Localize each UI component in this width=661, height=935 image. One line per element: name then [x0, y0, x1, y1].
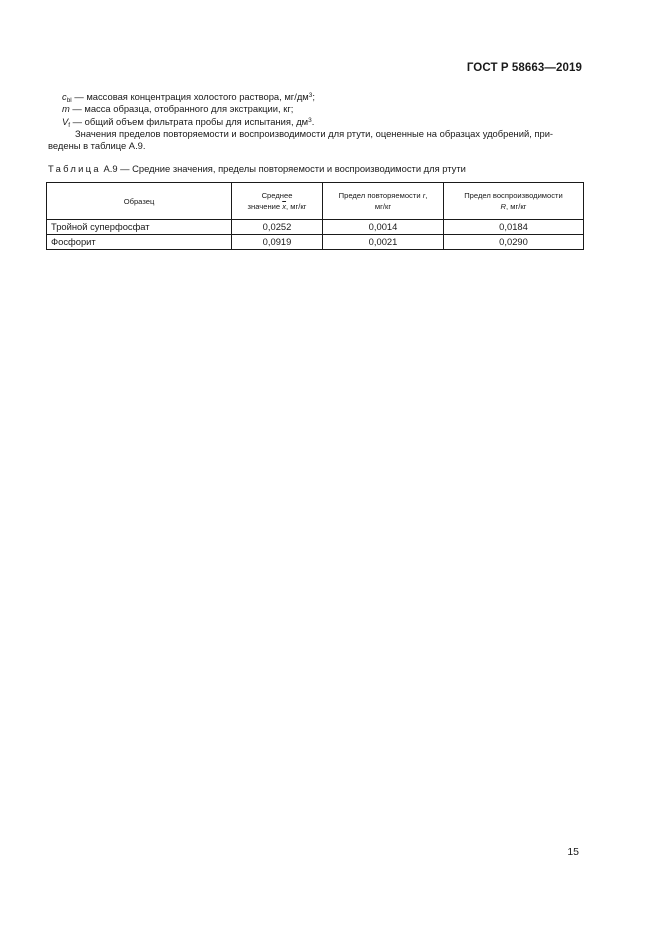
- cell-repeatability: 0,0014: [323, 220, 444, 235]
- document-code-header: ГОСТ Р 58663—2019: [466, 62, 582, 74]
- header-reprod-unit: , мг/кг: [506, 202, 527, 211]
- definitions-list: [62, 91, 315, 128]
- table-row: [47, 220, 584, 235]
- header-repeat-symbol: r: [422, 191, 426, 200]
- superscript: 3: [308, 92, 313, 99]
- cell-reproducibility: 0,0184: [444, 220, 584, 235]
- table-caption-label: Таблица: [48, 163, 101, 174]
- header-reprod-text: Предел воспроизводимости: [464, 191, 563, 200]
- symbol: V: [62, 115, 69, 127]
- table-row: [47, 235, 584, 250]
- definition-v-f: [62, 116, 315, 128]
- definition-end: ;: [312, 91, 315, 102]
- cell-reproducibility: 0,0290: [444, 235, 584, 250]
- superscript: 3: [308, 116, 312, 124]
- cell-mean: 0,0252: [232, 220, 323, 235]
- header-mean: [232, 183, 323, 220]
- header-reproducibility: [444, 183, 584, 220]
- paragraph-line-1: Значения пределов повторяемости и воспроизводимости для ртути, оцененные на образцах удобрений, при-: [75, 128, 554, 139]
- definition-text: — общий объем фильтрата пробы для испытания, дм: [70, 115, 309, 127]
- symbol: c: [62, 91, 67, 102]
- header-reprod-symbol: R: [500, 202, 507, 211]
- definition-c-bl: [62, 91, 315, 103]
- paragraph-line-2: ведены в таблице А.9.: [48, 140, 146, 152]
- table-caption: [48, 163, 466, 174]
- header-repeat-unit: мг/кг: [374, 202, 392, 211]
- header-sample: Образец: [47, 183, 232, 220]
- header-repeat-comma: ,: [425, 191, 428, 200]
- results-table: [46, 182, 584, 250]
- header-mean-symbol: $\overline{x}$: [282, 202, 287, 211]
- table-caption-text: А.9 — Средние значения, пределы повторяемости и воспроизводимости для ртути: [100, 163, 466, 174]
- header-mean-line1: Среднее: [261, 191, 293, 200]
- cell-mean: 0,0919: [232, 235, 323, 250]
- definition-end: .: [311, 115, 315, 127]
- cell-repeatability: 0,0021: [323, 235, 444, 250]
- table-header-row: [47, 183, 584, 220]
- subscript: bl: [66, 97, 72, 104]
- definition-m: [62, 103, 315, 115]
- header-mean-unit: , мг/кг: [286, 202, 307, 211]
- header-repeat-text: Предел повторяемости: [338, 191, 423, 200]
- header-repeatability: [323, 183, 444, 220]
- definition-text: — масса образца, отобранного для экстракции, кг;: [69, 103, 294, 115]
- cell-sample: Фосфорит: [47, 235, 232, 250]
- symbol: m: [62, 103, 70, 115]
- definition-text: — массовая концентрация холостого раствора, мг/дм: [71, 91, 309, 102]
- body-paragraph: [48, 128, 584, 153]
- subscript: f: [68, 121, 71, 129]
- cell-sample: Тройной суперфосфат: [47, 220, 232, 235]
- page-number: 15: [567, 846, 579, 858]
- header-mean-line2: значение: [247, 202, 283, 211]
